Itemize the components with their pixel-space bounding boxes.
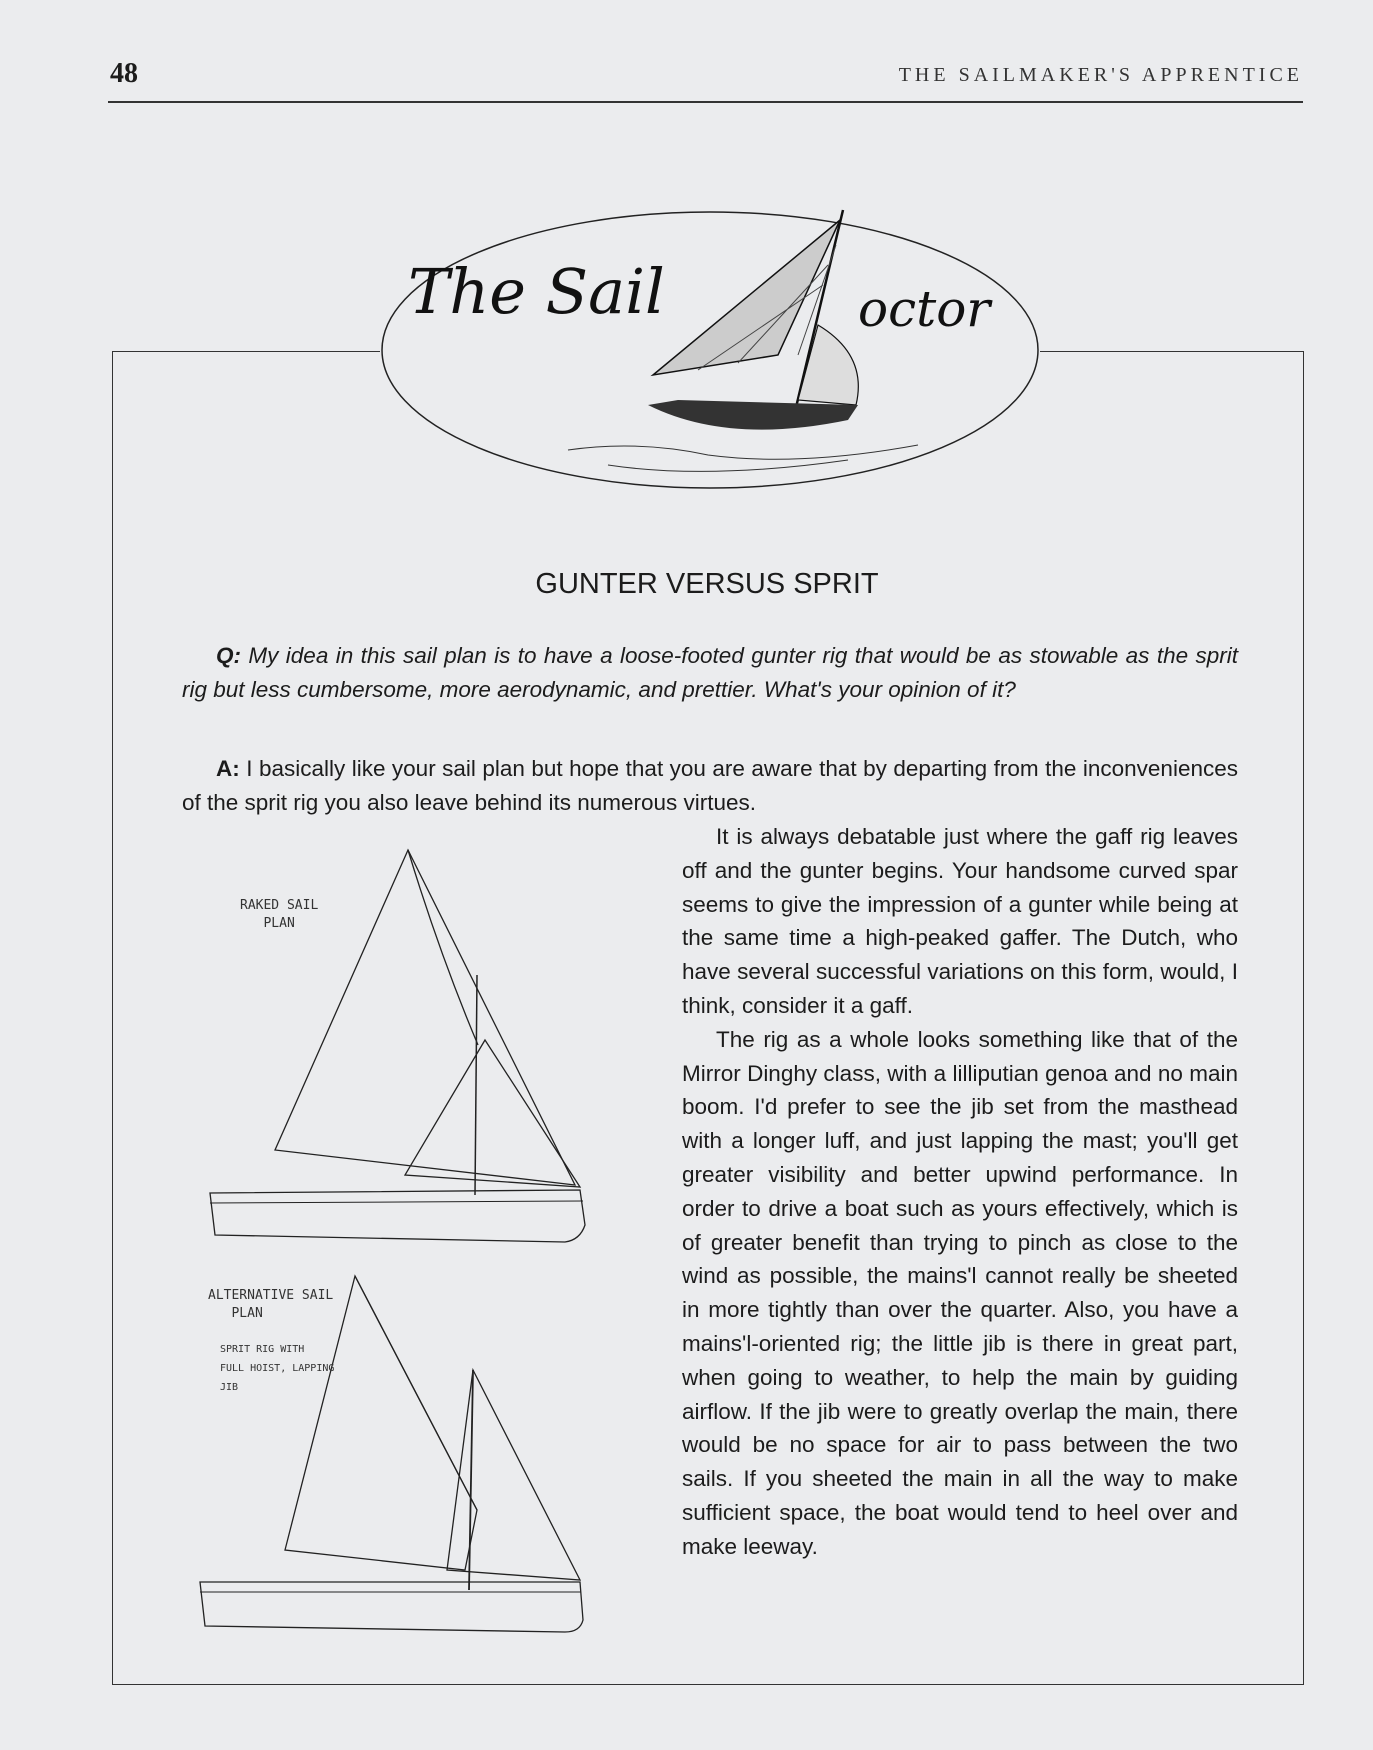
question-text: My idea in this sail plan is to have a loose-footed gunter rig that would be as stowable as the sprit rig but less cumbersome, more aerodynamic, and prettier. What's your opinion of it? — [182, 643, 1239, 702]
question-paragraph — [182, 639, 1238, 707]
bottom-figure-label: ALTERNATIVE SAIL PLAN — [208, 1288, 334, 1321]
sail-doctor-logo — [378, 205, 1043, 495]
answer-column — [682, 820, 1238, 1564]
answer-paragraph — [182, 752, 1238, 820]
bottom-figure-note: SPRIT RIG WITH FULL HOIST, LAPPING JIB — [220, 1344, 335, 1393]
page-number: 48 — [110, 58, 138, 89]
article-title: GUNTER VERSUS SPRIT — [535, 568, 879, 600]
body-paragraph: The rig as a whole looks something like that of the Mirror Dinghy class, with a lilliputian genoa and no main boom. I'd prefer to see the jib set from the masthead with a longer luff, and just lapping the mast; you'll get greater visibility and better upwind performance. In order to drive a boat such as yours effectively, which is of greater benefit than trying to pinch as close to the wind as possible, the mains'l cannot really be sheeted in more tightly than over the quarter. Also, you have a mains'l-oriented rig; the little jib is there in great part, when going to weather, to help the main by guiding airflow. If the jib were to greatly overlap the main, there would be no space for air to pass between the two sails. If you sheeted the main in all the way to make sufficient space, the boat would tend to heel over and make leeway. — [682, 1026, 1238, 1559]
top-figure-label: RAKED SAIL PLAN — [240, 898, 319, 931]
running-title: THE SAILMAKER'S APPRENTICE — [898, 64, 1303, 86]
question-label: Q: — [216, 643, 241, 668]
box-top-left-rule — [112, 351, 380, 352]
box-top-right-rule — [1040, 351, 1303, 352]
body-paragraph: It is always debatable just where the gaff rig leaves off and the gunter begins. Your handsome curved spar seems to give the impression of a gunter while being at the same time a high-peaked gaffer. The Dutch, who have several successful variations on this form, would, I think, consider it a gaff. — [682, 824, 1238, 1018]
answer-text: I basically like your sail plan but hope that you are aware that by departing from the inconveniences of the sprit rig you also leave behind its numerous virtues. — [182, 756, 1238, 815]
answer-label: A: — [216, 756, 240, 781]
logo-text-right: octor — [858, 280, 991, 338]
alternative-sail-plan-drawing — [195, 1270, 615, 1640]
header-rule — [108, 101, 1303, 103]
logo-oval-boat-illustration — [378, 205, 1043, 495]
logo-text-left: The Sail — [408, 255, 665, 328]
